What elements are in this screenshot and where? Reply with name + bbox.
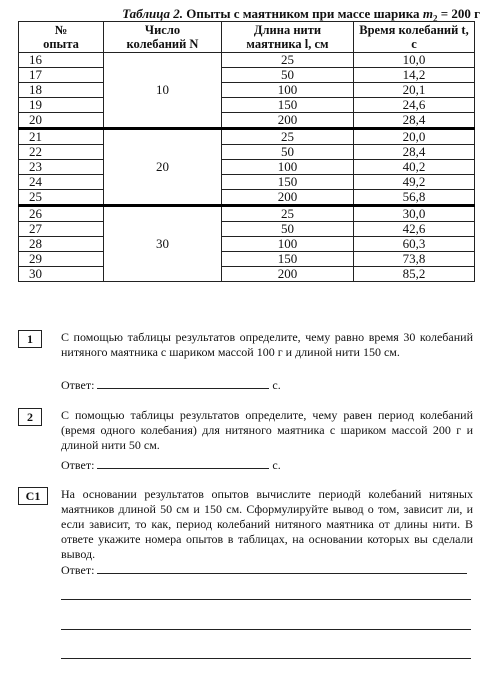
caption-main: Опыты с маятником при массе шарика [182, 6, 423, 21]
table-row [19, 113, 475, 129]
cell-length: 100 [222, 237, 354, 252]
results-table [18, 21, 475, 282]
cell-time: 24,6 [354, 98, 475, 113]
cell-length: 25 [222, 206, 354, 222]
cell-length: 25 [222, 129, 354, 145]
task-1-answer-unit: с. [269, 378, 281, 392]
table-row [19, 206, 475, 222]
cell-time: 49,2 [354, 175, 475, 190]
cell-length: 100 [222, 83, 354, 98]
cell-length: 150 [222, 252, 354, 267]
cell-time: 10,0 [354, 53, 475, 68]
cell-experiment: 27 [19, 222, 104, 237]
cell-time: 42,6 [354, 222, 475, 237]
cell-time: 28,4 [354, 113, 475, 129]
cell-experiment: 21 [19, 129, 104, 145]
task-1-answer-field[interactable] [97, 377, 269, 389]
cell-time: 60,3 [354, 237, 475, 252]
cell-length: 200 [222, 113, 354, 129]
cell-experiment: 22 [19, 145, 104, 160]
cell-time: 40,2 [354, 160, 475, 175]
table-row [19, 222, 475, 237]
table-row [19, 98, 475, 113]
cell-experiment: 28 [19, 237, 104, 252]
cell-time: 14,2 [354, 68, 475, 83]
cell-experiment: 16 [19, 53, 104, 68]
cell-experiment: 18 [19, 83, 104, 98]
task-1-question: С помощью таблицы результатов определите, чему равно время 30 колебаний нитяного маятника с шариком массой 100 г и длиной нити 150 см. [61, 330, 473, 359]
cell-length: 50 [222, 145, 354, 160]
cell-experiment: 25 [19, 190, 104, 206]
task-2-question: С помощью таблицы результатов определите, чему равен период колебаний (время одного колебания) для нитяного маятника с шариком массой 200 г и длиной нити 50 см. [61, 408, 473, 452]
task-2-answer-label: Ответ: [61, 458, 98, 472]
task-c1-answer [61, 562, 467, 578]
table-row [19, 129, 475, 145]
task-2-answer-unit: с. [269, 458, 281, 472]
table-body [19, 53, 475, 282]
task-c1-number: С1 [18, 487, 48, 505]
table-row [19, 53, 475, 68]
task-1-number: 1 [18, 330, 42, 348]
cell-experiment: 24 [19, 175, 104, 190]
task-2-answer-field[interactable] [97, 457, 269, 469]
cell-experiment: 19 [19, 98, 104, 113]
cell-time: 30,0 [354, 206, 475, 222]
cell-length: 100 [222, 160, 354, 175]
caption-mass-var: m [422, 6, 433, 21]
task-c1-answer-label: Ответ: [61, 563, 98, 577]
cell-time: 85,2 [354, 267, 475, 282]
caption-mass-sub: 2 [432, 13, 438, 24]
cell-length: 200 [222, 267, 354, 282]
cell-length: 150 [222, 175, 354, 190]
header-oscillations-count: Число колебаний N [104, 22, 222, 53]
table-row [19, 237, 475, 252]
cell-length: 200 [222, 190, 354, 206]
answer-line[interactable] [61, 658, 471, 659]
table-row [19, 160, 475, 175]
answer-line[interactable] [61, 629, 471, 630]
cell-experiment: 30 [19, 267, 104, 282]
cell-experiment: 20 [19, 113, 104, 129]
cell-length: 50 [222, 222, 354, 237]
cell-length: 50 [222, 68, 354, 83]
cell-time: 56,8 [354, 190, 475, 206]
cell-time: 28,4 [354, 145, 475, 160]
cell-experiment: 29 [19, 252, 104, 267]
answer-line[interactable] [61, 599, 471, 600]
cell-length: 150 [222, 98, 354, 113]
cell-oscillations: 10 [104, 53, 222, 129]
table-row [19, 83, 475, 98]
table-row [19, 145, 475, 160]
cell-experiment: 17 [19, 68, 104, 83]
table-row [19, 175, 475, 190]
task-c1-question: На основании результатов опытов вычислите периодй колебаний нитяных маятников длиной 50 см и 150 см. Сформулируйте вывод о том, зависит ли, и если зависит, то как, период колебаний нитяного маятника от длины нити. В ответе укажите номера опытов в таблицах, на основании которых вы сделали вывод. [61, 487, 473, 561]
table-header-row [19, 22, 475, 53]
cell-time: 20,0 [354, 129, 475, 145]
task-c1-answer-field[interactable] [97, 562, 467, 574]
cell-oscillations: 20 [104, 129, 222, 206]
table-row [19, 68, 475, 83]
header-experiment-number: № опыта [19, 22, 104, 53]
cell-time: 20,1 [354, 83, 475, 98]
task-2-answer [61, 457, 281, 473]
table-row [19, 267, 475, 282]
caption-prefix: Таблица 2. [122, 6, 183, 21]
header-oscillation-time: Время колебаний t, с [354, 22, 475, 53]
caption-suffix: = 200 г [437, 6, 480, 21]
table-row [19, 190, 475, 206]
cell-experiment: 23 [19, 160, 104, 175]
task-1-answer-label: Ответ: [61, 378, 98, 392]
table-row [19, 252, 475, 267]
cell-time: 73,8 [354, 252, 475, 267]
header-thread-length: Длина нити маятника l, см [222, 22, 354, 53]
cell-oscillations: 30 [104, 206, 222, 282]
cell-experiment: 26 [19, 206, 104, 222]
task-2-number: 2 [18, 408, 42, 426]
cell-length: 25 [222, 53, 354, 68]
task-1-answer [61, 377, 281, 393]
